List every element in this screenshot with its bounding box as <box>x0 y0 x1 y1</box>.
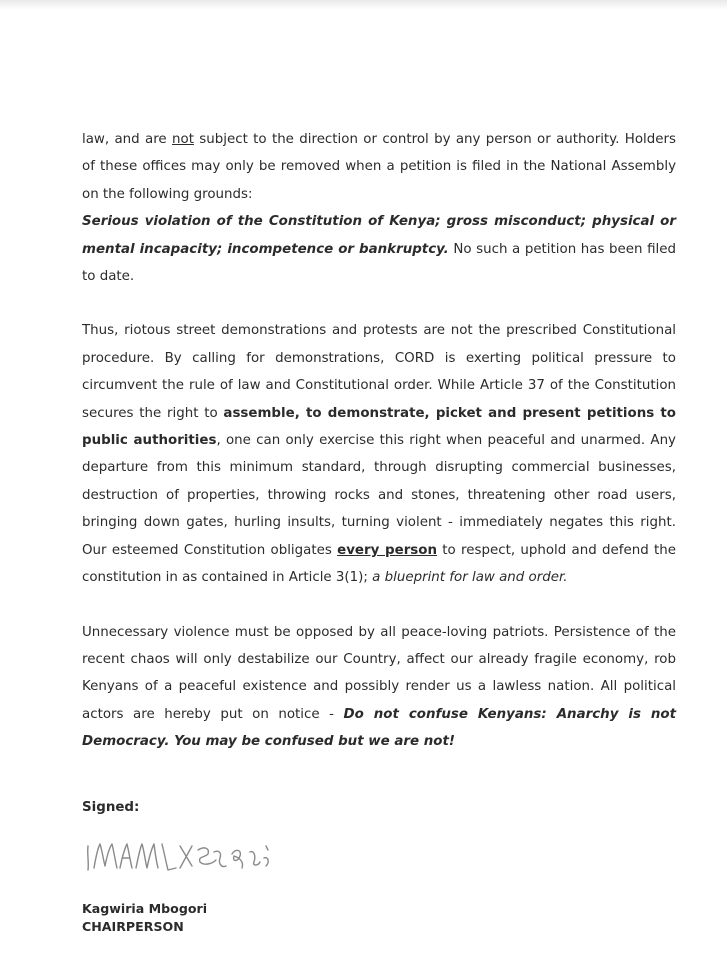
text-run: to respect, uphold and defend the constitution in as contained in Article 3(1); <box>82 542 676 586</box>
blueprint-emphasis: a blueprint for law and order. <box>372 570 568 586</box>
signatory-name: Kagwiria Mbogori <box>82 901 208 916</box>
paragraph-violence <box>82 619 676 756</box>
text-run: subject to the direction or control by any person or authority. Holders of these offices may only be removed when a petition is filed in the National Assembly on the following grounds: <box>82 132 676 202</box>
text-run: Thus, riotous street demonstrations and protests are not the prescribed Constitutional procedure. By calling for demonstrations, CORD is exerting political pressure to circumvent the rule of law and Constitutional order. While Article 37 of the Constitution secures the right to <box>82 323 676 421</box>
every-person-emphasis: every person <box>337 542 438 558</box>
text-run: , one can only exercise this right when peaceful and unarmed. Any departure from this minimum standard, through disrupting commercial businesses, destruction of properties, throwing rocks and stones, threatening other road users, bringing down gates, hurling insults, turning violent - immediately negates this right. Our esteemed Constitution obligates <box>82 433 676 558</box>
notice-emphasis: Do not confuse Kenyans: Anarchy is not Democracy. You may be confused but we are not! <box>82 706 677 750</box>
paragraph-demonstrations <box>82 317 676 591</box>
letter-body <box>82 126 676 756</box>
underlined-word: not <box>172 132 194 147</box>
rights-emphasis: assemble, to demonstrate, picket and present petitions to public authorities <box>82 405 676 449</box>
text-run: law, and are <box>82 132 173 147</box>
text-run: No such a petition has been filed to date. <box>82 241 676 285</box>
paragraph-grounds <box>82 126 676 290</box>
page-top-edge <box>0 0 727 10</box>
handwritten-signature <box>84 832 284 880</box>
grounds-emphasis: Serious violation of the Constitution of Kenya; gross misconduct; physical or mental incapacity; incompetence or bankruptcy. <box>82 214 676 257</box>
text-run: Unnecessary violence must be opposed by all peace-loving patriots. Persistence of the recent chaos will only destabilize our Country, affect our already fragile economy, rob Kenyans of a peaceful existence and possibly render us a lawless nation. All political actors are hereby put on notice - <box>82 624 676 722</box>
signatory-title: CHAIRPERSON <box>82 919 184 934</box>
signed-label: Signed: <box>82 800 140 815</box>
